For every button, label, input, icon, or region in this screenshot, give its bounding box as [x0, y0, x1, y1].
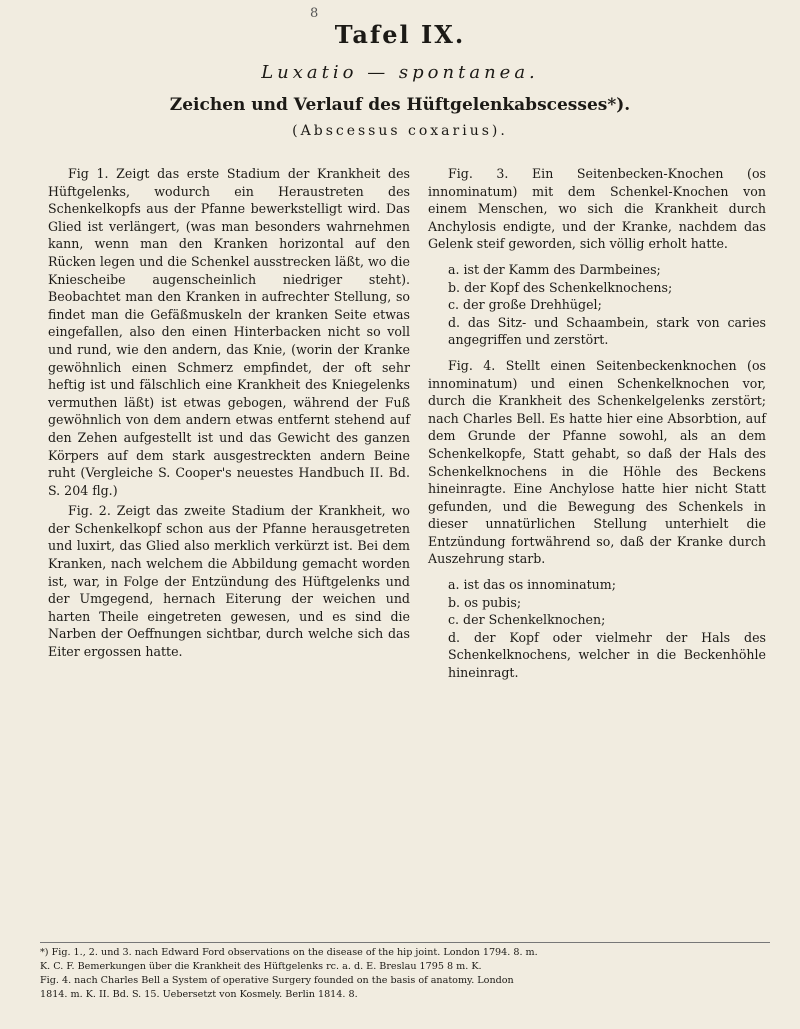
section-heading: Zeichen und Verlauf des Hüftgelenkabscesses*).: [169, 95, 631, 115]
left-column: [48, 165, 410, 664]
fig3-legend: [428, 261, 766, 349]
right-column: [428, 165, 766, 690]
latin-heading: (Abscessus coxarius).: [292, 123, 508, 139]
legend-item: c. der große Drehhügel;: [448, 297, 602, 313]
fig3-paragraph: Fig. 3. Ein Seitenbecken-Knochen (os innominatum) mit dem Schenkel-Knochen von einem Menschen, wo sich die Krankheit durch Anchylosis endigte, und der Kranke, nachdem das Gelenk steif geworden, sich völlig erholt hatte.: [428, 166, 766, 252]
fig4-legend: [428, 576, 766, 682]
legend-item: b. os pubis;: [448, 594, 522, 610]
legend-item: c. der Schenkelknochen;: [448, 612, 606, 628]
legend-item: d. das Sitz- und Schaambein, stark von caries angegriffen und zerstört.: [448, 314, 766, 348]
plate-subtitle: Luxatio — spontanea.: [261, 62, 539, 83]
plate-title: Tafel IX.: [334, 20, 466, 49]
fig1-paragraph: Fig 1. Zeigt das erste Stadium der Krankheit des Hüftgelenks, wodurch ein Heraustreten des Schenkelkopfs aus der Pfanne bewerkstelligt wird. Das Glied ist verlängert, (was man besonders wahrnehmen kann, wenn man den Kranken horizontal auf den Rücken legen und die Schenkel ausstrecken läßt, wo die Kniescheibe augenscheinlich niedriger steht). Beobachtet man den Kranken in aufrechter Stellung, so findet man die Gefäßmuskeln der kranken Seite etwas eingefallen, also den einen Hinterbacken nicht so voll und rund, wie den andern, das Knie, (worin der Kranke gewöhnlich einen Schmerz empfindet, der oft sehr heftig ist und fälschlich eine Krankheit des Kniegelenks vermuthen läßt) ist etwas gebogen, während der Fuß gewöhnlich von dem andern etwas entfernt stehend auf den Zehen aufgestellt ist und das Gewicht des ganzen Körpers auf dem stark ausgestreckten andern Beine ruht (Vergleiche S. Cooper's neuestes Handbuch II. Bd. S. 204 flg.): [48, 166, 410, 498]
legend-item: a. ist der Kamm des Darmbeines;: [448, 261, 661, 277]
footnote-line: *) Fig. 1., 2. und 3. nach Edward Ford observations on the disease of the hip joint. London 1794. 8. m.: [40, 947, 538, 958]
legend-item: a. ist das os innominatum;: [448, 577, 616, 593]
fig2-paragraph: Fig. 2. Zeigt das zweite Stadium der Krankheit, wo der Schenkelkopf schon aus der Pfanne herausgetreten und luxirt, das Glied also merklich verkürzt ist. Bei dem Kranken, nach welchem die Abbildung gemacht worden ist, war, in Folge der Entzündung des Hüftgelenks und der Umgegend, hernach Eiterung der weichen und harten Theile eingetreten gewesen, und es sind die Narben der Oeffnungen sichtbar, durch welche sich das Eiter ergossen hatte.: [48, 503, 410, 660]
footnote-line: Fig. 4. nach Charles Bell a System of operative Surgery founded on the basis of anatomy. London: [40, 975, 514, 986]
page-mark: 8: [310, 6, 319, 21]
footnote-line: 1814. m. K. II. Bd. S. 15. Uebersetzt von Kosmely. Berlin 1814. 8.: [40, 989, 358, 1000]
legend-item: d. der Kopf oder vielmehr der Hals des Schenkelknochens, welcher in die Beckenhöhle hineinragt.: [448, 629, 766, 681]
footnotes: [40, 942, 770, 1002]
footnote-line: K. C. F. Bemerkungen über die Krankheit des Hüftgelenks rc. a. d. E. Breslau 1795 8 m. K.: [40, 961, 482, 972]
fig4-paragraph: Fig. 4. Stellt einen Seitenbeckenknochen (os innominatum) und einen Schenkelknochen vor, durch die Krankheit des Schenkelgelenks zerstört; nach Charles Bell. Es hatte hier eine Absorbtion, auf dem Grunde der Pfanne sowohl, als an dem Schenkelkopfe, Statt gehabt, so daß der Hals des Schenkelknochens in die Höhle des Beckens hineinragte. Eine Anchylose hatte hier nicht Statt gefunden, und die Bewegung des Schenkels in dieser unnatürlichen Stellung unterhielt die Entzündung fortwährend so, daß der Kranke durch Auszehrung starb.: [428, 357, 766, 567]
legend-item: b. der Kopf des Schenkelknochens;: [448, 279, 673, 295]
